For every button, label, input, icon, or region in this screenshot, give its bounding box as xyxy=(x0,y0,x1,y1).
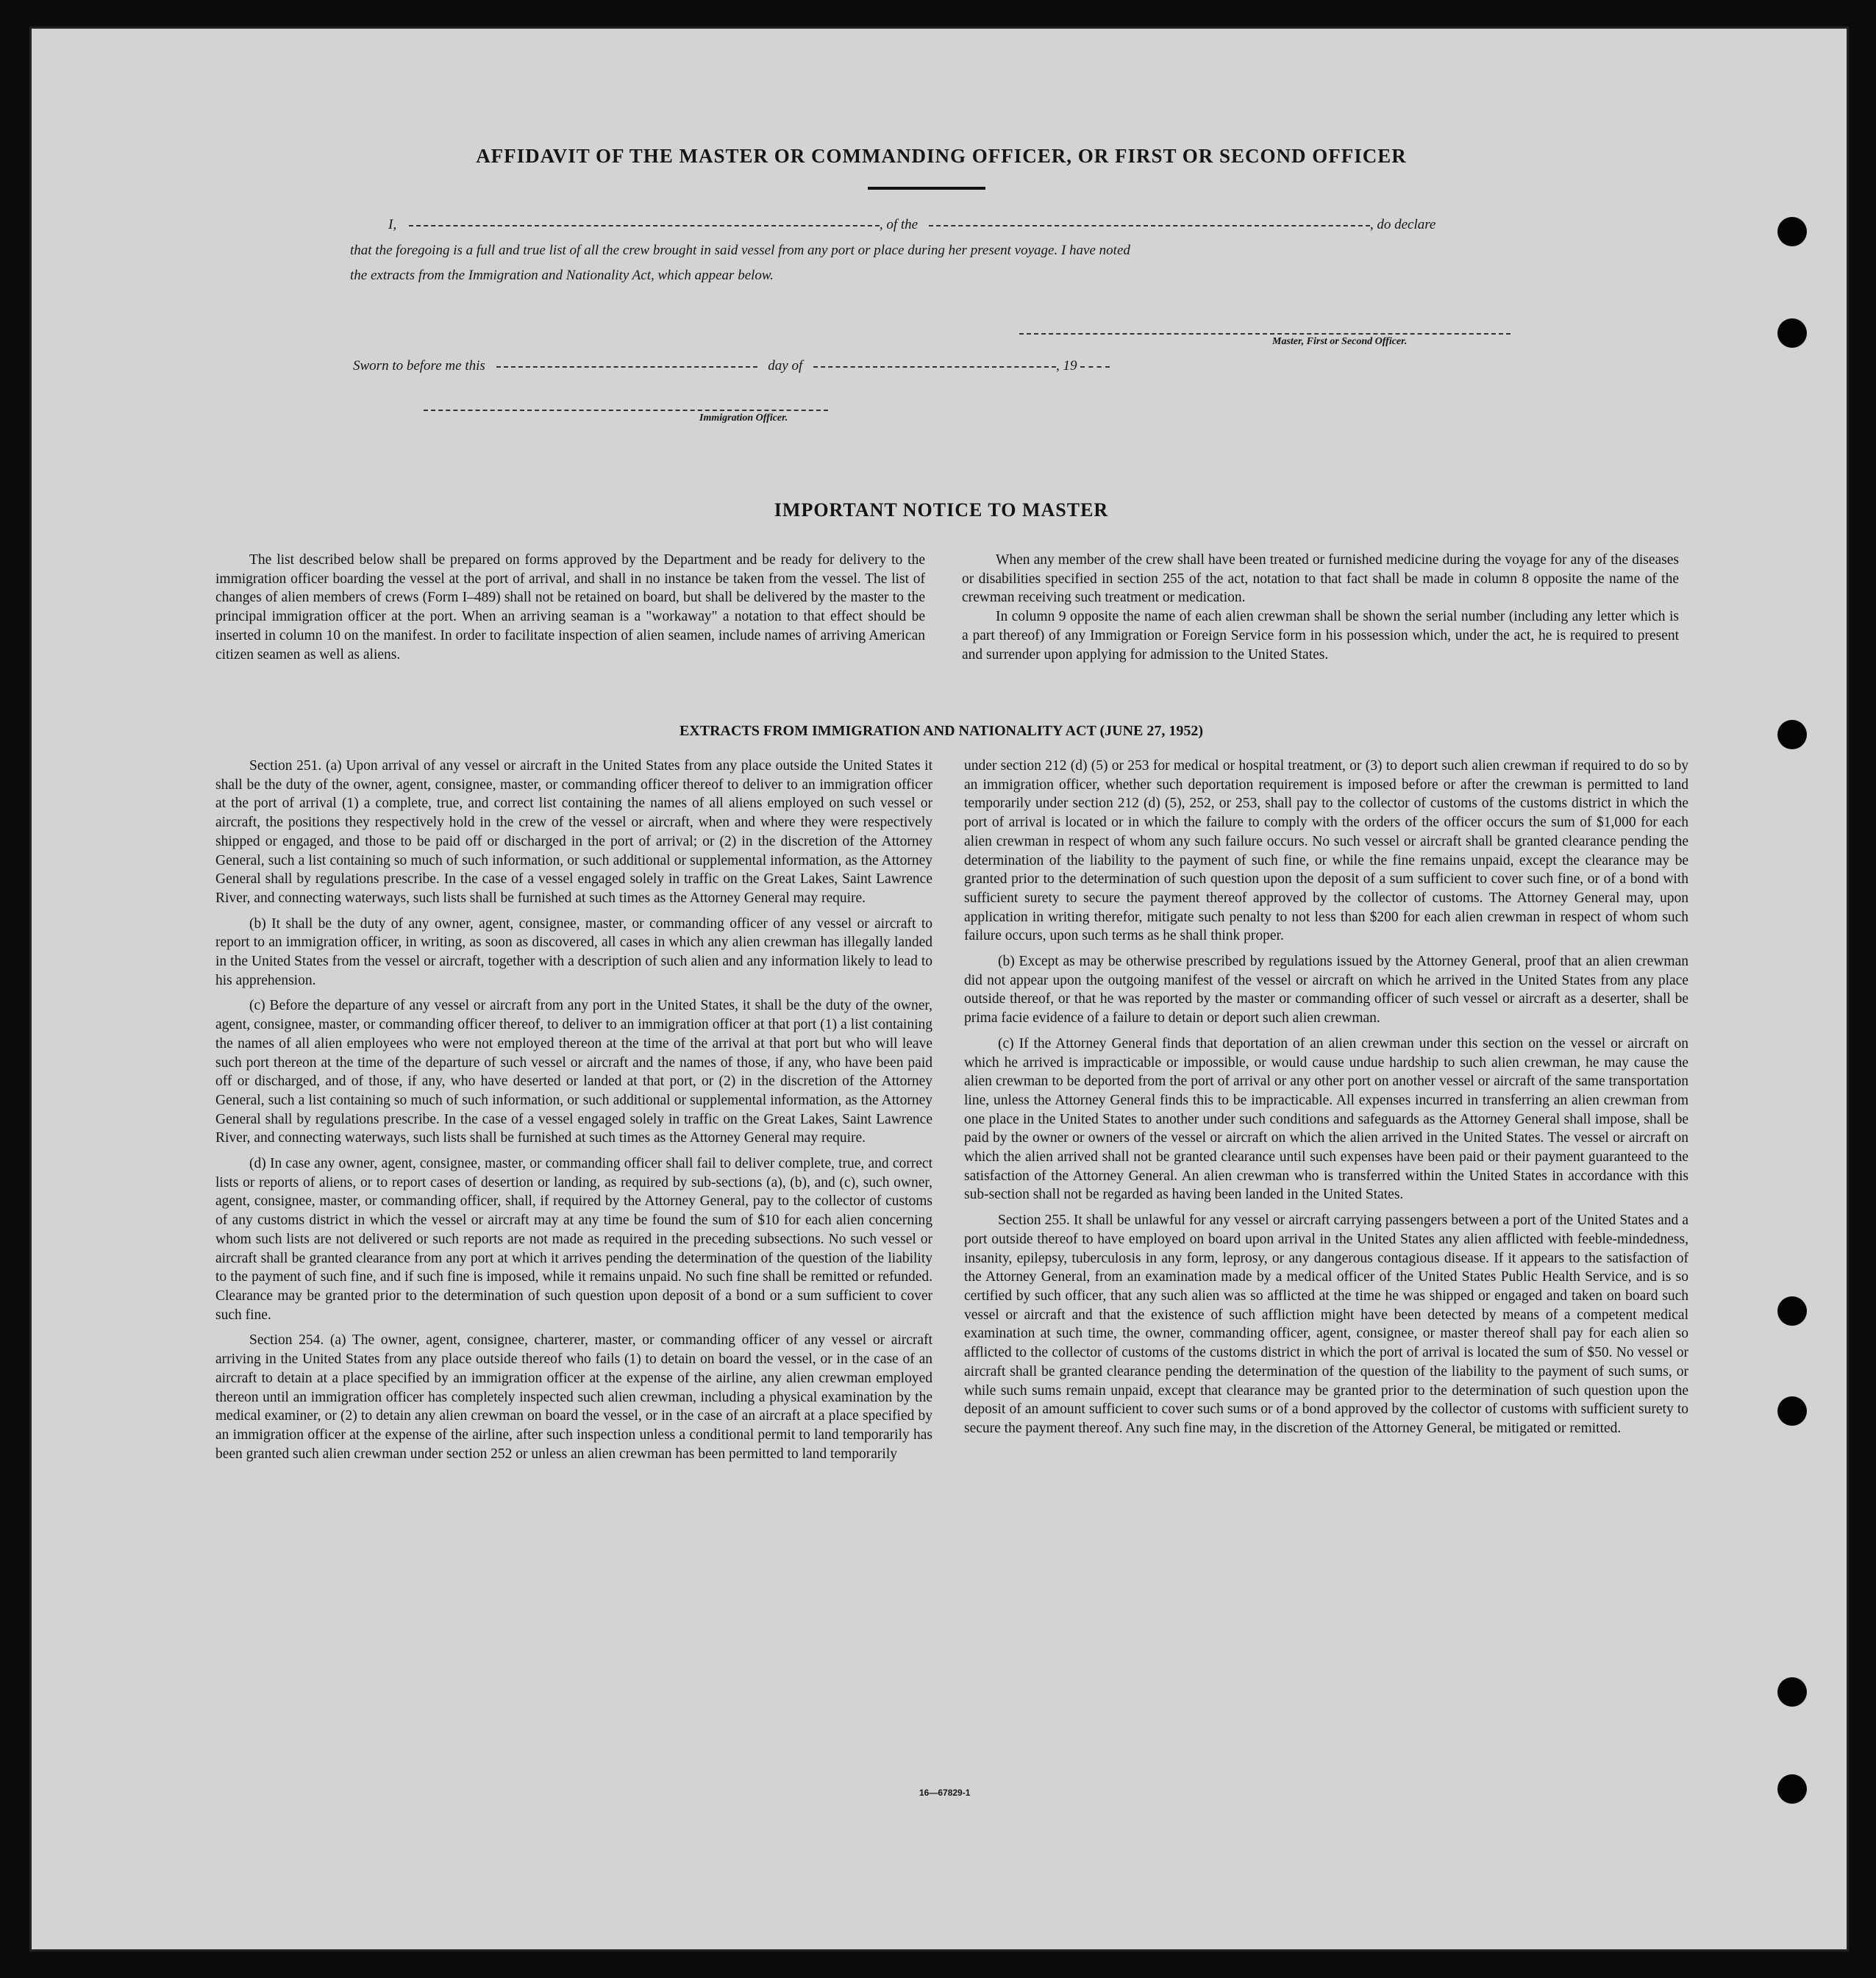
name-blank[interactable] xyxy=(409,225,880,226)
binder-hole xyxy=(1777,318,1807,348)
affidavit-name-line xyxy=(388,217,1539,233)
section-254a: Section 254. (a) The owner, agent, consignee, charterer, master, or commanding officer of any vessel or aircraft arriving in the United States from any place outside thereof who fails (1) to detain on board the vessel, or in the case of an aircraft to detain at a place specified by an immigration officer at the expense of the airline, any alien crewman employed thereon until an immigration officer has completely inspected such alien crewman, including a physical examination by the medical examiner, or (2) to detain any alien crewman on board the vessel, or in the case of an aircraft at a place specified by an immigration officer at the expense of the airline, after such inspection unless a conditional permit to land temporarily has been granted such alien crewman under section 252 or unless an alien crewman has been permitted to land temporarily xyxy=(215,1332,932,1462)
affidavit-title: AFFIDAVIT OF THE MASTER OR COMMANDING OFFICER, OR FIRST OR SECOND OFFICER xyxy=(476,145,1407,167)
section-251a: Section 251. (a) Upon arrival of any vessel or aircraft in the United States from any place outside the United States it shall be the duty of the owner, agent, consignee, master, or commanding officer thereof to deliver to an immigration officer at the port of arrival (1) a complete, true, and correct list containing the names of all aliens employed on such vessel or aircraft, the positions they respectively hold in the crew of the vessel or aircraft, when and where they were respectively shipped or engaged, and those to be paid off or discharged in the port of arrival; or (2) in the discretion of the Attorney General, such a list containing so much of such information, or such additional or supplemental information, as the Attorney General shall by regulations prescribe. In the case of a vessel engaged solely in traffic on the Great Lakes, Saint Lawrence River, and connecting waterways, such lists shall be furnished at such times as the Attorney General may require. xyxy=(215,758,932,906)
sworn-day-blank[interactable] xyxy=(496,366,757,368)
master-caption: Master, First or Second Officer. xyxy=(1272,336,1408,347)
day-of-label: day of xyxy=(768,358,803,374)
section-251d: (d) In case any owner, agent, consignee, master, or commanding officer shall fail to deliver complete, true, and correct lists or reports of aliens, or to report cases of desertion or landing, as required by sub-sections (a), (b), and (c), such owner, agent, consignee, master, or commanding officer, shall, if required by the Attorney General, pay to the collector of customs of any customs district in which the vessel or aircraft may at any time be found the sum of $10 for each alien concerning whom such lists are not delivered or such reports are not made as required in the preceding subsections. No such vessel or aircraft shall be granted clearance from any port at which it arrives pending the determination of the question of the liability to the payment of such fine, and if such fine is imposed, while it remains unpaid. No such fine shall be remitted or refunded. Clearance may be granted prior to the determination of such question upon deposit of a bond or a sum sufficient to cover such fine. xyxy=(215,1156,932,1323)
sworn-label: Sworn to before me this xyxy=(353,358,485,374)
notice-right-paragraph: In column 9 opposite the name of each alien crewman shall be shown the serial number (including any letter which is a part thereof) of any Immigration or Foreign Service form in his possession which, under the act, he is required to present and surrender upon applying for admission to the United States. xyxy=(962,609,1679,663)
i-label: I, xyxy=(388,217,397,232)
notice-left-paragraph: The list described below shall be prepared on forms approved by the Department and be ready for delivery to the immigration officer boarding the vessel at the port of arrival, and shall in no instance be taken from the vessel. The list of changes of alien members of crews (Form I–489) shall not be retained on board, but shall be delivered by the master to the principal immigration officer at the port. When an arriving seaman is a "workaway" a notation to that effect should be inserted in column 10 on the manifest. In order to facilitate inspection of alien seamen, include names of arriving American citizen seamen as well as aliens. xyxy=(215,552,925,663)
sworn-line xyxy=(353,358,1110,374)
section-251b: (b) It shall be the duty of any owner, agent, consignee, master, or commanding officer of any vessel or aircraft to report to an immigration officer, in writing, as soon as discovered, all cases in which any alien crewman has illegally landed in the United States from the vessel or aircraft, together with a description of such alien and any information likely to lead to his apprehension. xyxy=(215,915,932,988)
vessel-blank[interactable] xyxy=(929,225,1370,226)
master-signature-blank[interactable] xyxy=(1019,333,1511,335)
extracts-title: EXTRACTS FROM IMMIGRATION AND NATIONALITY ACT (JUNE 27, 1952) xyxy=(679,723,1204,739)
declaration-line-1: that the foregoing is a full and true list of all the crew brought in said vessel from any port or place during her present voyage. I have noted xyxy=(350,243,1130,258)
notice-left-column xyxy=(215,551,925,664)
section-255: Section 255. It shall be unlawful for any vessel or aircraft carrying passengers between a port of the United States and a port outside thereof to have employed on board upon arrival in the United States any alien afflicted with feeble-mindedness, insanity, epilepsy, tuberculosis in any form, leprosy, or any dangerous contagious disease. If it appears to the satisfaction of the Attorney General, from an examination made by a medical officer of the United States Public Health Service, and is so certified by such officer, that any such alien was so afflicted at the time he was shipped or engaged and taken on board such vessel or aircraft and that the existence of such affliction might have been detected by means of a competent medical examination at such time, the owner, commanding officer, agent, consignee, or master thereof shall pay for each alien so afflicted to the collector of customs of the customs district in which the port of arrival is located the sum of $50. No vessel or aircraft shall be granted clearance pending the determination of the question of the liability to the payment of such sums, or while such sums remain unpaid, except that clearance may be granted prior to the determination of such question upon the deposit of an amount sufficient to cover such sums or of a bond approved by the collector of customs with sufficient surety to secure the payment thereof. Any such fine may, in the discretion of the Attorney General, be mitigated or remitted. xyxy=(964,1213,1688,1436)
section-251c: (c) Before the departure of any vessel or aircraft from any port in the United States, it shall be the duty of the owner, agent, consignee, master, or commanding officer thereof, to deliver to an immigration officer at that port (1) a list containing the names of all alien employees who were not employed thereon at the time of the arrival at that port but who will leave such port thereon at the time of the departure of such vessel or aircraft and the names of those, if any, who have been paid off or discharged, and of those, if any, who have deserted or landed at that port, or (2) in the discretion of the Attorney General, such a list containing so much of such information, or such additional or supplemental information, as the Attorney General shall by regulations prescribe. In the case of a vessel engaged solely in traffic on the Great Lakes, Saint Lawrence River, and connecting waterways, such lists shall be furnished at such times as the Attorney General may require. xyxy=(215,998,932,1146)
of-the-label: , of the xyxy=(879,217,919,232)
form-code: 16—67829-1 xyxy=(919,1788,971,1798)
binder-hole xyxy=(1777,1296,1807,1326)
extracts-left-column xyxy=(215,757,932,1463)
year-label: , 19 xyxy=(1056,358,1077,374)
do-declare-label: , do declare xyxy=(1369,217,1436,232)
section-254b: (b) Except as may be otherwise prescribed by regulations issued by the Attorney General, proof that an alien crewman did not appear upon the outgoing manifest of the vessel or aircraft on which he arrived in the United States from any place outside thereof, or that he was reported by the master or commanding officer of such vessel or aircraft as a deserter, shall be prima facie evidence of a failure to detain or deport such alien crewman. xyxy=(964,954,1688,1027)
sworn-year-blank[interactable] xyxy=(1080,366,1110,368)
section-254c: (c) If the Attorney General finds that deportation of an alien crewman under this section on the vessel or aircraft on which he arrived is impracticable or impossible, or would cause undue hardship to such alien crewman, he may cause the alien crewman to be deported from the port of arrival or any other port on another vessel or aircraft of the same transportation line, unless the Attorney General finds this to be impracticable. All expenses incurred in transferring an alien crewman from one place in the United States to another under such conditions and safeguards as the Attorney General shall impose, shall be paid by the owner or owners of the vessel or aircraft on which the alien arrived in the United States. The vessel or aircraft on which the alien arrived shall not be granted clearance until such expenses have been paid or their payment guaranteed to the satisfaction of the Attorney General. An alien crewman who is transferred within the United States in accordance with this sub-section shall not be regarded as having been landed in the United States. xyxy=(964,1035,1688,1203)
notice-right-column xyxy=(962,551,1679,664)
title-rule xyxy=(868,187,985,190)
section-254a-continued: under section 212 (d) (5) or 253 for medical or hospital treatment, or (3) to deport such alien crewman if required to do so by an immigration officer, whether such deportation requirement is imposed before or after the crewman is permitted to land temporarily under section 212 (d) (5), 252, or 253, shall pay to the collector of customs of the customs district in which the port of arrival is located or in which the failure to comply with the orders of the officer occurs the sum of $1,000 for each alien crewman in respect of whom any such failure occurs. No such vessel or aircraft shall be granted clearance pending the determination of the liability to the payment of such fine, or while the fine remains unpaid, except the clearance may be granted prior to the determination of such question upon the deposit of a sum sufficient to cover such fine, or of a bond with sufficient surety to secure the payment thereof approved by the collector of customs. The Attorney General may, upon application in writing therefor, mitigate such penalty to not less than $200 for each alien crewman in respect of whom such failure occurs, upon such terms as he shall think proper. xyxy=(964,758,1688,944)
binder-hole xyxy=(1777,1396,1807,1426)
binder-hole xyxy=(1777,1677,1807,1707)
officer-caption: Immigration Officer. xyxy=(699,413,788,424)
sworn-month-blank[interactable] xyxy=(813,366,1056,368)
declaration-line-2: the extracts from the Immigration and Nationality Act, which appear below. xyxy=(350,268,774,283)
notice-right-paragraph: When any member of the crew shall have been treated or furnished medicine during the voyage for any of the diseases or disabilities specified in section 255 of the act, notation to that fact shall be made in column 8 opposite the name of the crewman receiving such treatment or medication. xyxy=(962,552,1679,606)
officer-signature-blank[interactable] xyxy=(424,410,828,411)
notice-title: IMPORTANT NOTICE TO MASTER xyxy=(774,499,1109,521)
document-page xyxy=(29,26,1849,1952)
binder-hole xyxy=(1777,217,1807,246)
binder-hole xyxy=(1777,1774,1807,1804)
extracts-right-column xyxy=(964,757,1688,1438)
